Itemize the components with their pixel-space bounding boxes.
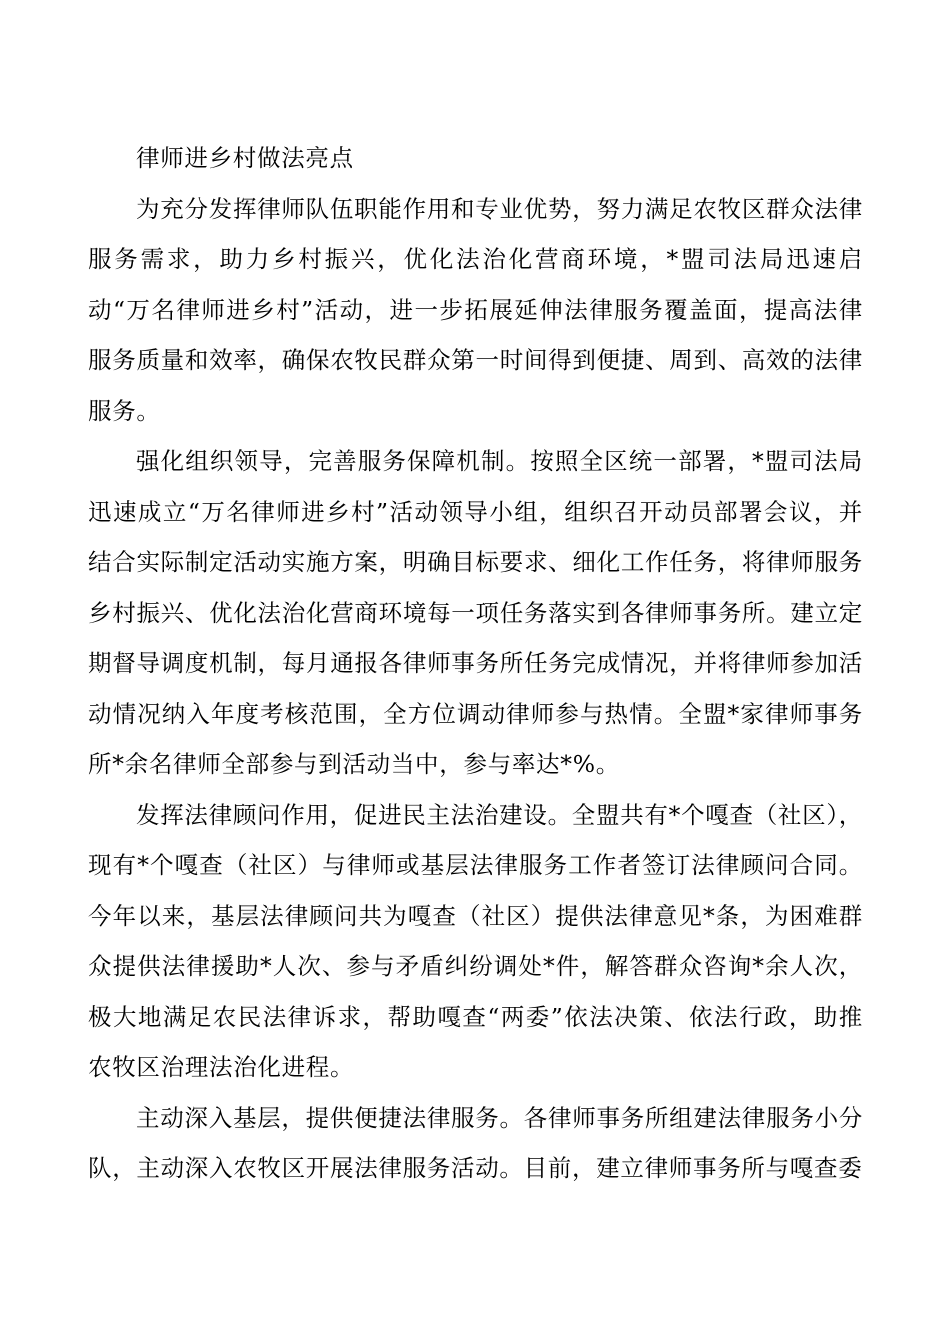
paragraph-organization: 强化组织领导，完善服务保障机制。按照全区统一部署，*盟司法局迅速成立“万名律师进乡村”活动领导小组，组织召开动员部署会议，并结合实际制定活动实施方案，明确目标要求、细化工作任务，将律师服务乡村振兴、优化法治化营商环境每一项任务落实到各律师事务所。建立定期督导调度机制，每月通报各律师事务所任务完成情况，并将律师参加活动情况纳入年度考核范围，全方位调动律师参与热情。全盟*家律师事务所*余名律师全部参与到活动当中，参与率达*%。 bbox=[88, 447, 863, 778]
paragraph-intro: 为充分发挥律师队伍职能作用和专业优势，努力满足农牧区群众法律服务需求，助力乡村振兴，优化法治化营商环境，*盟司法局迅速启动“万名律师进乡村”活动，进一步拓展延伸法律服务覆盖面，提高法律服务质量和效率，确保农牧民群众第一时间得到便捷、周到、高效的法律服务。 bbox=[88, 194, 863, 425]
document-body bbox=[88, 133, 863, 1194]
paragraph-grassroots: 主动深入基层，提供便捷法律服务。各律师事务所组建法律服务小分队，主动深入农牧区开展法律服务活动。目前，建立律师事务所与嘎查委 bbox=[88, 1103, 863, 1182]
paragraph-legal-advisor: 发挥法律顾问作用，促进民主法治建设。全盟共有*个嘎查（社区），现有*个嘎查（社区）与律师或基层法律服务工作者签订法律顾问合同。今年以来，基层法律顾问共为嘎查（社区）提供法律意见*条，为困难群众提供法律援助*人次、参与矛盾纠纷调处*件，解答群众咨询*余人次，极大地满足农民法律诉求，帮助嘎查“两委”依法决策、依法行政，助推农牧区治理法治化进程。 bbox=[88, 800, 863, 1081]
document-title: 律师进乡村做法亮点 bbox=[136, 144, 354, 172]
